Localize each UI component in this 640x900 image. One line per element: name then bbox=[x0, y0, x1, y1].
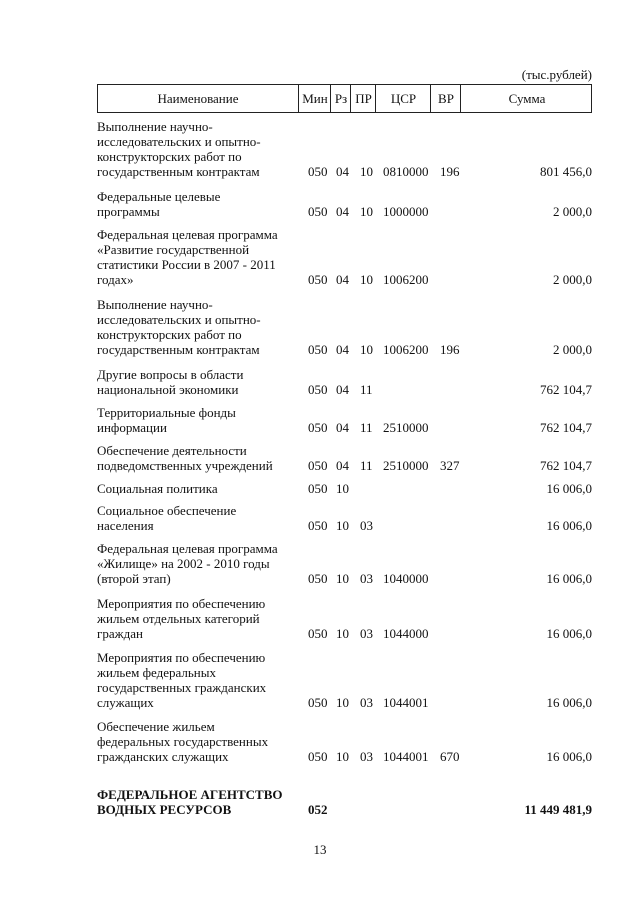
header-vr: ВР bbox=[430, 85, 461, 112]
row-rz: 04 bbox=[336, 204, 349, 219]
row-pr: 03 bbox=[360, 518, 373, 533]
row-pr: 03 bbox=[360, 695, 373, 710]
row-min: 050 bbox=[308, 164, 328, 179]
row-name: Федеральные целевые программы bbox=[97, 189, 221, 219]
header-name: Наименование bbox=[157, 91, 239, 106]
row-name: Выполнение научно- исследовательских и опытно- конструкторских работ по государственным контрактам bbox=[97, 297, 261, 357]
row-rz: 04 bbox=[336, 420, 349, 435]
row-csr: 1044001 bbox=[383, 695, 429, 710]
row-min: 050 bbox=[308, 204, 328, 219]
row-vr: 327 bbox=[440, 458, 460, 473]
row-name: Обеспечение деятельности подведомственных учреждений bbox=[97, 443, 273, 473]
row-name: Мероприятия по обеспечению жильем федеральных государственных гражданских служащих bbox=[97, 650, 267, 710]
table-row bbox=[0, 297, 640, 357]
header-pr: ПР bbox=[350, 85, 376, 112]
row-min: 050 bbox=[308, 626, 328, 641]
header-sum: Сумма bbox=[460, 85, 593, 112]
row-rz: 10 bbox=[336, 571, 349, 586]
table-row bbox=[0, 367, 640, 397]
row-name: Выполнение научно- исследовательских и опытно- конструкторских работ по государственным контрактам bbox=[97, 119, 261, 179]
table-row bbox=[0, 227, 640, 287]
row-csr: 0810000 bbox=[383, 164, 429, 179]
row-vr: 196 bbox=[440, 164, 460, 179]
row-csr: 1000000 bbox=[383, 204, 429, 219]
row-sum: 2 000,0 bbox=[553, 272, 592, 287]
row-name: Федеральная целевая программа «Развитие государственной статистики России в 2007 - 2011 годах» bbox=[97, 227, 278, 287]
row-csr: 1006200 bbox=[383, 342, 429, 357]
row-pr: 03 bbox=[360, 571, 373, 586]
row-sum: 16 006,0 bbox=[546, 626, 592, 641]
table-row bbox=[0, 481, 640, 496]
row-name: ФЕДЕРАЛЬНОЕ АГЕНТСТВО ВОДНЫХ РЕСУРСОВ bbox=[97, 787, 283, 817]
row-min: 050 bbox=[308, 749, 328, 764]
row-sum: 2 000,0 bbox=[553, 204, 592, 219]
table-row bbox=[0, 119, 640, 179]
row-name: Другие вопросы в области национальной экономики bbox=[97, 367, 244, 397]
row-rz: 10 bbox=[336, 518, 349, 533]
row-rz: 10 bbox=[336, 695, 349, 710]
row-min: 050 bbox=[308, 571, 328, 586]
row-sum: 762 104,7 bbox=[540, 382, 592, 397]
row-min: 050 bbox=[308, 518, 328, 533]
row-name: Федеральная целевая программа «Жилище» на 2002 - 2010 годы (второй этап) bbox=[97, 541, 278, 586]
row-name: Обеспечение жильем федеральных государственных гражданских служащих bbox=[97, 719, 269, 764]
row-sum: 16 006,0 bbox=[546, 518, 592, 533]
row-vr: 196 bbox=[440, 342, 460, 357]
row-sum: 762 104,7 bbox=[540, 458, 592, 473]
row-name: Мероприятия по обеспечению жильем отдельных категорий граждан bbox=[97, 596, 266, 641]
table-row bbox=[0, 541, 640, 586]
row-vr: 670 bbox=[440, 749, 460, 764]
header-min: Мин bbox=[298, 85, 331, 112]
row-rz: 10 bbox=[336, 749, 349, 764]
row-sum: 16 006,0 bbox=[546, 571, 592, 586]
row-pr: 10 bbox=[360, 204, 373, 219]
row-rz: 10 bbox=[336, 481, 349, 496]
row-pr: 03 bbox=[360, 626, 373, 641]
row-pr: 10 bbox=[360, 342, 373, 357]
row-sum: 16 006,0 bbox=[546, 481, 592, 496]
row-csr: 2510000 bbox=[383, 420, 429, 435]
header-csr: ЦСР bbox=[375, 85, 431, 112]
row-sum: 16 006,0 bbox=[546, 695, 592, 710]
row-sum: 762 104,7 bbox=[540, 420, 592, 435]
table-row bbox=[0, 405, 640, 435]
row-min: 050 bbox=[308, 695, 328, 710]
row-min: 050 bbox=[308, 481, 328, 496]
table-header bbox=[97, 84, 592, 113]
table-row bbox=[0, 443, 640, 473]
page-number: 13 bbox=[313, 842, 327, 857]
row-csr: 1040000 bbox=[383, 571, 429, 586]
row-pr: 11 bbox=[360, 382, 373, 397]
row-rz: 10 bbox=[336, 626, 349, 641]
row-rz: 04 bbox=[336, 382, 349, 397]
row-pr: 03 bbox=[360, 749, 373, 764]
row-min: 052 bbox=[308, 802, 328, 817]
row-sum: 16 006,0 bbox=[546, 749, 592, 764]
header-rz: Рз bbox=[330, 85, 351, 112]
row-csr: 1044001 bbox=[383, 749, 429, 764]
row-pr: 10 bbox=[360, 272, 373, 287]
row-name: Социальная политика bbox=[97, 481, 218, 496]
row-pr: 11 bbox=[360, 420, 373, 435]
row-rz: 04 bbox=[336, 458, 349, 473]
row-name: Территориальные фонды информации bbox=[97, 405, 236, 435]
table-row bbox=[0, 719, 640, 764]
row-sum: 801 456,0 bbox=[540, 164, 592, 179]
row-sum: 2 000,0 bbox=[553, 342, 592, 357]
table-row bbox=[0, 787, 640, 817]
row-rz: 04 bbox=[336, 342, 349, 357]
row-rz: 04 bbox=[336, 272, 349, 287]
row-pr: 10 bbox=[360, 164, 373, 179]
row-min: 050 bbox=[308, 458, 328, 473]
row-csr: 1044000 bbox=[383, 626, 429, 641]
table-row bbox=[0, 189, 640, 219]
row-min: 050 bbox=[308, 342, 328, 357]
row-pr: 11 bbox=[360, 458, 373, 473]
table-row bbox=[0, 596, 640, 641]
row-csr: 2510000 bbox=[383, 458, 429, 473]
row-rz: 04 bbox=[336, 164, 349, 179]
unit-label: (тыс.рублей) bbox=[521, 67, 592, 82]
row-min: 050 bbox=[308, 272, 328, 287]
row-min: 050 bbox=[308, 420, 328, 435]
row-csr: 1006200 bbox=[383, 272, 429, 287]
row-name: Социальное обеспечение населения bbox=[97, 503, 237, 533]
row-min: 050 bbox=[308, 382, 328, 397]
table-row bbox=[0, 503, 640, 533]
row-sum: 11 449 481,9 bbox=[524, 802, 592, 817]
table-row bbox=[0, 650, 640, 710]
